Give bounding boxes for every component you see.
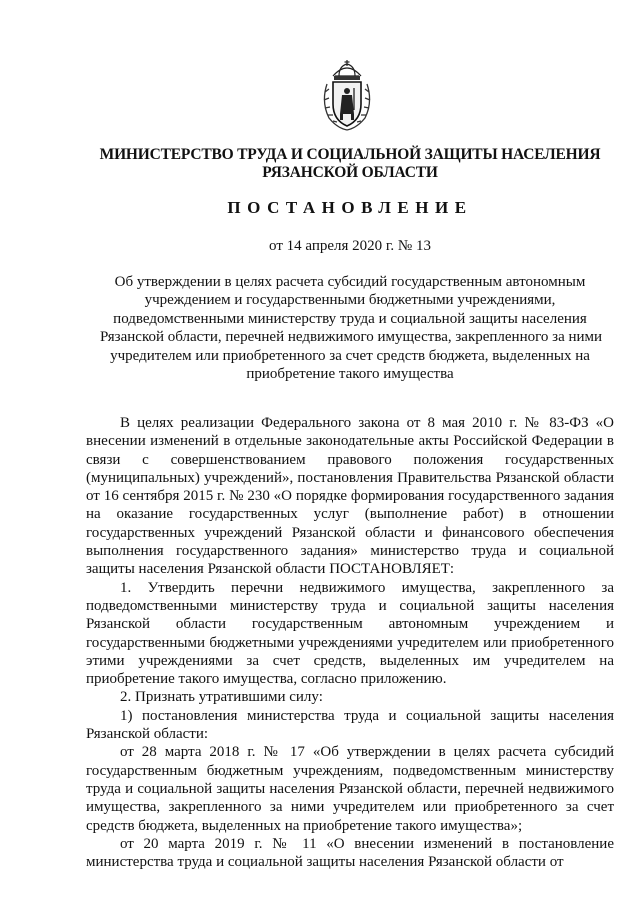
repealed-act-paragraph: от 28 марта 2018 г. № 17 «Об утверждении в целях расчета субсидий государственным бюджетным учреждениям, подведомственным министерству труда и социальной защиты населения Рязанской области, перечней недвижимого имущества, закрепленного за ними учредителем или приобретенного за счет средств бюджета, выделенных на приобретение такого имущества»; — [86, 744, 614, 834]
subject-line: Рязанской области, перечней недвижимого имущества, закрепленного за ними — [100, 329, 603, 346]
coat-of-arms-emblem — [319, 58, 375, 134]
ministry-name-line1: МИНИСТЕРСТВО ТРУДА И СОЦИАЛЬНОЙ ЗАЩИТЫ НАСЕЛЕНИЯ — [99, 146, 601, 163]
subject-line: учреждением и государственными бюджетными учреждениями, — [144, 292, 556, 309]
ministry-name-line2: РЯЗАНСКОЙ ОБЛАСТИ — [262, 164, 438, 181]
document-body — [86, 414, 614, 871]
clause-2-1-paragraph: 1) постановления министерства труда и социальной защиты населения Рязанской области: — [86, 707, 614, 743]
subject-line: подведомственными министерству труда и социальной защиты населения — [113, 310, 587, 327]
document-type-title: ПОСТАНОВЛЕНИЕ — [227, 198, 473, 217]
clause-1-paragraph: 1. Утвердить перечни недвижимого имущества, закрепленного за подведомственными министерству труда и социальной защиты населения Рязанской области государственным автономным учреждением и государственными бюджетными учреждениями учредителем или приобретенного этими учреждениями за счет средств, выделенных им учредителем на приобретение такого имущества, согласно приложению. — [86, 579, 614, 688]
document-date-number: от 14 апреля 2020 г. № 13 — [269, 238, 431, 254]
clause-2-paragraph: 2. Признать утратившими силу: — [120, 689, 323, 706]
subject-line: приобретение такого имущества — [246, 366, 454, 383]
document-subject — [100, 273, 603, 383]
repealed-act-paragraph: от 20 марта 2019 г. № 11 «О внесении изменений в постановление министерства труда и социальной защиты населения Рязанской области от — [86, 835, 614, 871]
preamble-paragraph: В целях реализации Федерального закона от 8 мая 2010 г. № 83-ФЗ «О внесении изменений в отдельные законодательные акты Российской Федерации в связи с совершенствованием правового положения государственных (муниципальных) учреждений», постановления Правительства Рязанской области от 16 сентября 2015 г. № 230 «О порядке формирования государственного задания на оказание государственных услуг (выполнение работ) в отношении государственных учреждений Рязанской области и финансового обеспечения выполнения государственного задания» министерство труда и социальной защиты населения Рязанской области ПОСТАНОВЛЯЕТ: — [86, 415, 614, 578]
subject-line: учредителем или приобретенного за счет средств бюджета, выделенных на — [110, 347, 590, 364]
subject-line: Об утверждении в целях расчета субсидий государственным автономным — [114, 274, 586, 290]
